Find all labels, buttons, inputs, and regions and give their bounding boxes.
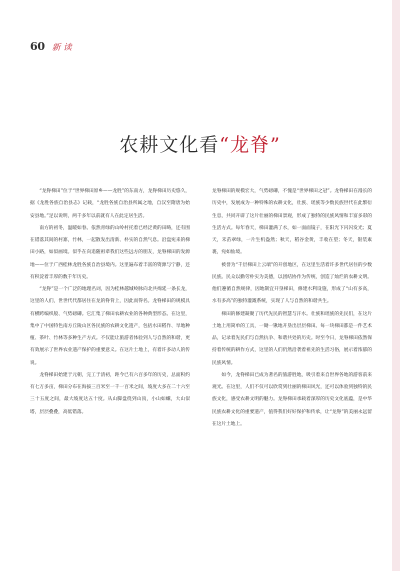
right-column [212, 186, 372, 431]
paragraph: 如今，龙脊梯田已成为著名的旅游胜地，吸引着来自世界各地的游客前来观光。在这里，人们不仅可以欣赏到壮丽的梯田风光，还可以体验到独特的民族文化，感受农耕文明的魅力。龙脊梯田承载着深厚的历史文化底蕴，是中华民族农耕文化的重要遗产，值得我们好好保护和传承，让“龙脊”的美丽永远留在这片土地上。 [212, 372, 372, 427]
paragraph: 被誉为“千层梯田上云端”的开创地区，在这里生活着许多世代居住的少数民族。民众以勤劳朴实为美德，以团结协作为传统，创造了灿烂的农耕文明。他们遵循自然规律，因地制宜开垦梯田，修建水利设施，形成了“山有多高，水有多高”的独特灌溉系统，实现了人与自然的和谐共生。 [212, 262, 372, 305]
paragraph: 南方的初冬，温暖如春。依然青绿的山岭村托着已经泛黄的田畴，还有围在错落其间的村寨，竹林，一起散发出清新、朴实的自然气息。沿盘宛来的梯田小路，如似画境。似乎在向追随祖辈我们这些远方的朋友，龙脊梯田的发源地——位于广西桂林龙胜各族自治县境内。这里遍布着丰富的资源与宁静，还有积淀着丰厚的数千年历史。 [30, 225, 190, 280]
paragraph: 龙脊梯田始建于元朝，完工于清初，距今已有六百多年的历史，总面积约有七万多亩，梯田分布在海拔三百米至一千一百米之间，坡度大多在二十六至三十五度之间，最大坡度达五十度。从山脚盘绕到山顶，小山如螺，大山似塔，层层叠叠，高低错落。 [30, 372, 190, 415]
page-number: 60 [30, 40, 45, 53]
paragraph: “龙脊梯田”位于“世界梯田原乡——龙胜”的东南方，龙脊梯田历史悠久，据《龙胜各族自治县志》记载，“龙胜各族自治县所属之地，自汉至隋唐为始安县地。”足以说明，两千多年以前就有人在此定居生活。 [30, 189, 190, 219]
page-edge-band [392, 0, 400, 571]
paragraph: 龙脊梯田的规模宏大，气势磅礴，不愧是“世界梯田之冠”。龙脊梯田在漫长的历史中，发展成为一种特殊的农耕文化，壮族、瑶族等少数民族世代在此繁衍生息，共同开辟了这片壮丽的梯田景观，形成了独特的民族风情和丰富多彩的生活方式。每年春天，梯田灌满了水，如一面面镜子，在阳光下闪闪发光；夏天，禾苗翠绿，一片生机盎然；秋天，稻谷金黄，丰收在望；冬天，银装素裹，宛如仙境。 [212, 189, 372, 256]
article-title [0, 130, 400, 157]
title-highlight: “龙脊” [219, 134, 281, 156]
title-main: 农耕文化看 [119, 134, 220, 156]
left-column [30, 186, 190, 419]
paragraph: “龙脊”是一个广泛的地理名词，因为桂林越城岭脉向北共绵延一条长龙，这里的人们，世世代代都居住在龙的脊背上，因此而得名。龙脊梯田的规模具有横跨编织般、气势磅礴。它汇集了梯田农耕农业的各种典型形态。在这里，集中了中国特色南方丘陵山区各民族的农耕文化遗产，包括水田稻作、旱地种植、茶叶、竹林等多种生产方式。不仅能让旅游者体验到人与自然的和谐，更有效展示了世界农业遗产保护的重要意义。在这片土地上，有着许多动人的传说。 [30, 287, 190, 366]
section-label: 新 读 [52, 43, 72, 53]
paragraph: 梯田的修建凝聚了历代先民的智慧与汗水。壮族和瑶族的先民们，在这片土地上用简单的工具，一锄一锹地开垦出层层梯田。每一块梯田都是一件艺术品，记录着先民们与自然抗争、和谐共处的历史。时至今日，龙脊梯田依然保持着传统的耕作方式，这里的人们仍然沿袭着祖先的生活习俗，展示着浓郁的民族风情。 [212, 311, 372, 366]
